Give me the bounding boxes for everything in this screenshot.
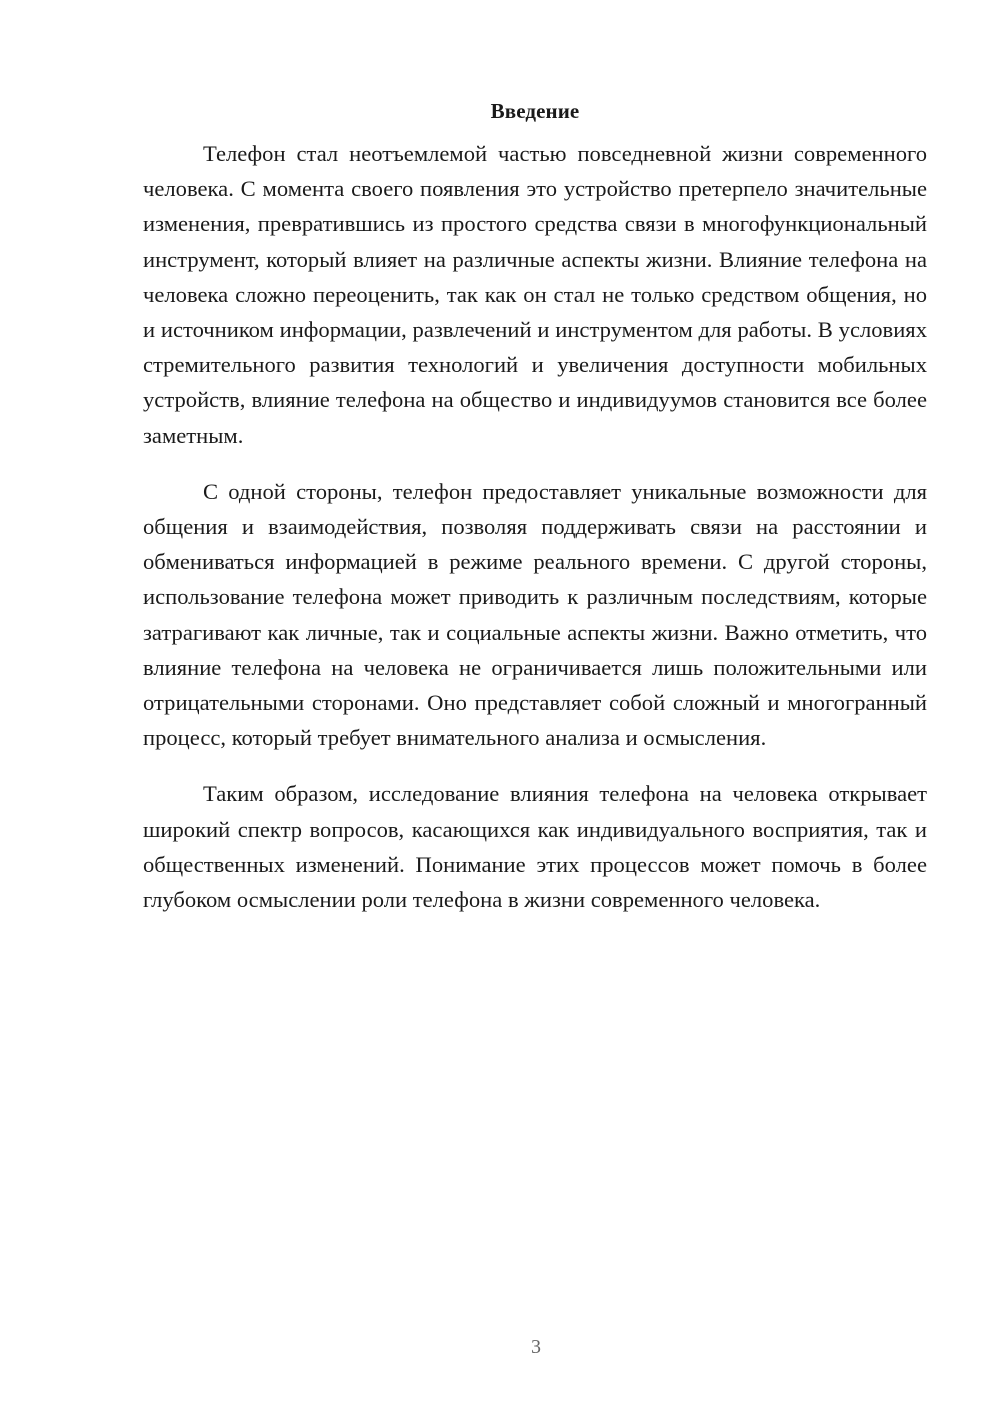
page-content: [143, 94, 927, 938]
paragraph-1: Телефон стал неотъемлемой частью повседневной жизни современного человека. С момента своего появления это устройство претерпело значительные изменения, превратившись из простого средства связи в многофункциональный инструмент, который влияет на различные аспекты жизни. Влияние телефона на человека сложно переоценить, так как он стал не только средством общения, но и источником информации, развлечений и инструментом для работы. В условиях стремительного развития технологий и увеличения доступности мобильных устройств, влияние телефона на общество и индивидуумов становится все более заметным.: [143, 141, 927, 448]
section-heading: Введение: [490, 99, 580, 123]
paragraph-3: Таким образом, исследование влияния телефона на человека открывает широкий спектр вопросов, касающихся как индивидуального восприятия, так и общественных изменений. Понимание этих процессов может помочь в более глубоком осмыслении роли телефона в жизни современного человека.: [143, 781, 927, 913]
page-number: 3: [531, 1336, 541, 1358]
paragraph-2: С одной стороны, телефон предоставляет уникальные возможности для общения и взаимодействия, позволяя поддерживать связи на расстоянии и обмениваться информацией в режиме реального времени. С другой стороны, использование телефона может приводить к различным последствиям, которые затрагивают как личные, так и социальные аспекты жизни. Важно отметить, что влияние телефона на человека не ограничивается лишь положительными или отрицательными сторонами. Оно представляет собой сложный и многогранный процесс, который требует внимательного анализа и осмысления.: [143, 478, 927, 751]
